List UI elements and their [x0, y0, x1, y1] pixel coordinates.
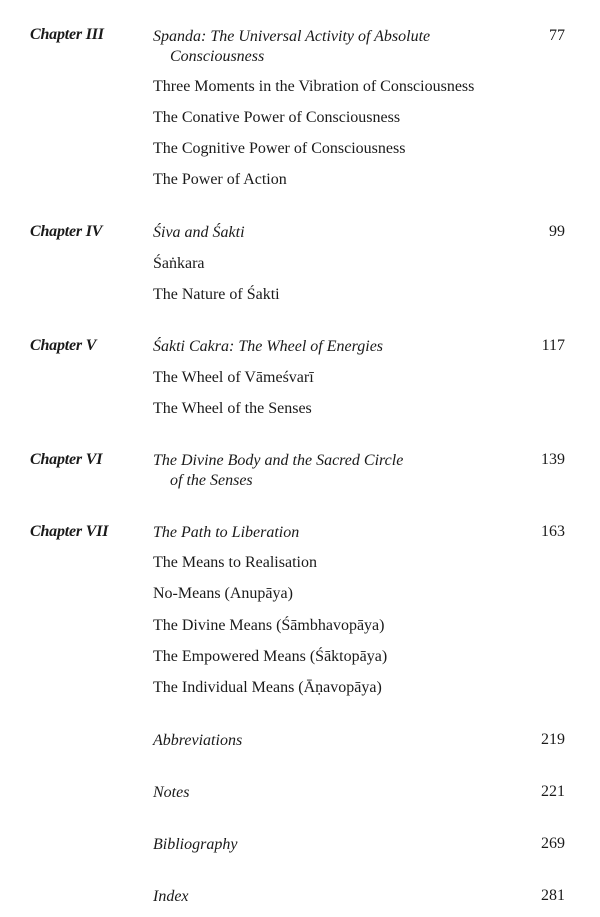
backmatter-title: Abbreviations: [153, 732, 243, 749]
chapter-title: [153, 337, 383, 357]
chapter-label: Chapter VI: [30, 451, 103, 468]
chapter-title-line: The Divine Body and the Sacred Circle: [153, 452, 404, 469]
section-title: The Cognitive Power of Consciousness: [153, 140, 406, 157]
page-number: 269: [541, 835, 565, 852]
chapter-title-line: Consciousness: [170, 48, 265, 65]
page-number: 221: [541, 783, 565, 800]
section-title: No-Means (Anupāya): [153, 585, 293, 602]
chapter-label: Chapter VII: [30, 523, 109, 540]
section-title: Three Moments in the Vibration of Consciousness: [153, 78, 475, 95]
section-title: The Wheel of Vāmeśvarī: [153, 369, 314, 386]
backmatter-title: Index: [153, 888, 189, 905]
section-title: The Divine Means (Śāmbhavopāya): [153, 617, 385, 634]
page-number: 281: [541, 887, 565, 904]
page-number: 99: [549, 223, 565, 240]
chapter-title-line: Śiva and Śakti: [153, 224, 245, 241]
chapter-title: [153, 523, 299, 543]
chapter-title-line: of the Senses: [170, 472, 253, 489]
section-title: The Means to Realisation: [153, 554, 317, 571]
chapter-label: Chapter IV: [30, 223, 103, 240]
section-title: Śaṅkara: [153, 255, 205, 272]
page-number: 77: [549, 27, 565, 44]
chapter-title-line: Śakti Cakra: The Wheel of Energies: [153, 338, 384, 355]
backmatter-title: Notes: [153, 784, 190, 801]
chapter-title: [153, 451, 403, 491]
chapter-label: Chapter V: [30, 337, 97, 354]
section-title: The Power of Action: [153, 171, 287, 188]
page-number: 139: [541, 451, 565, 468]
page-number: 117: [541, 337, 565, 354]
chapter-title: [153, 27, 430, 67]
backmatter-title: Bibliography: [153, 836, 238, 853]
section-title: The Individual Means (Āṇavopāya): [153, 679, 382, 696]
page-number: 163: [541, 523, 565, 540]
chapter-title-line: Spanda: The Universal Activity of Absolute: [153, 28, 431, 45]
chapter-title: [153, 223, 245, 243]
chapter-label: Chapter III: [30, 26, 104, 43]
section-title: The Empowered Means (Śāktopāya): [153, 648, 388, 665]
page-number: 219: [541, 731, 565, 748]
section-title: The Wheel of the Senses: [153, 400, 312, 417]
chapter-title-line: The Path to Liberation: [153, 524, 300, 541]
section-title: The Nature of Śakti: [153, 286, 280, 303]
section-title: The Conative Power of Consciousness: [153, 109, 401, 126]
